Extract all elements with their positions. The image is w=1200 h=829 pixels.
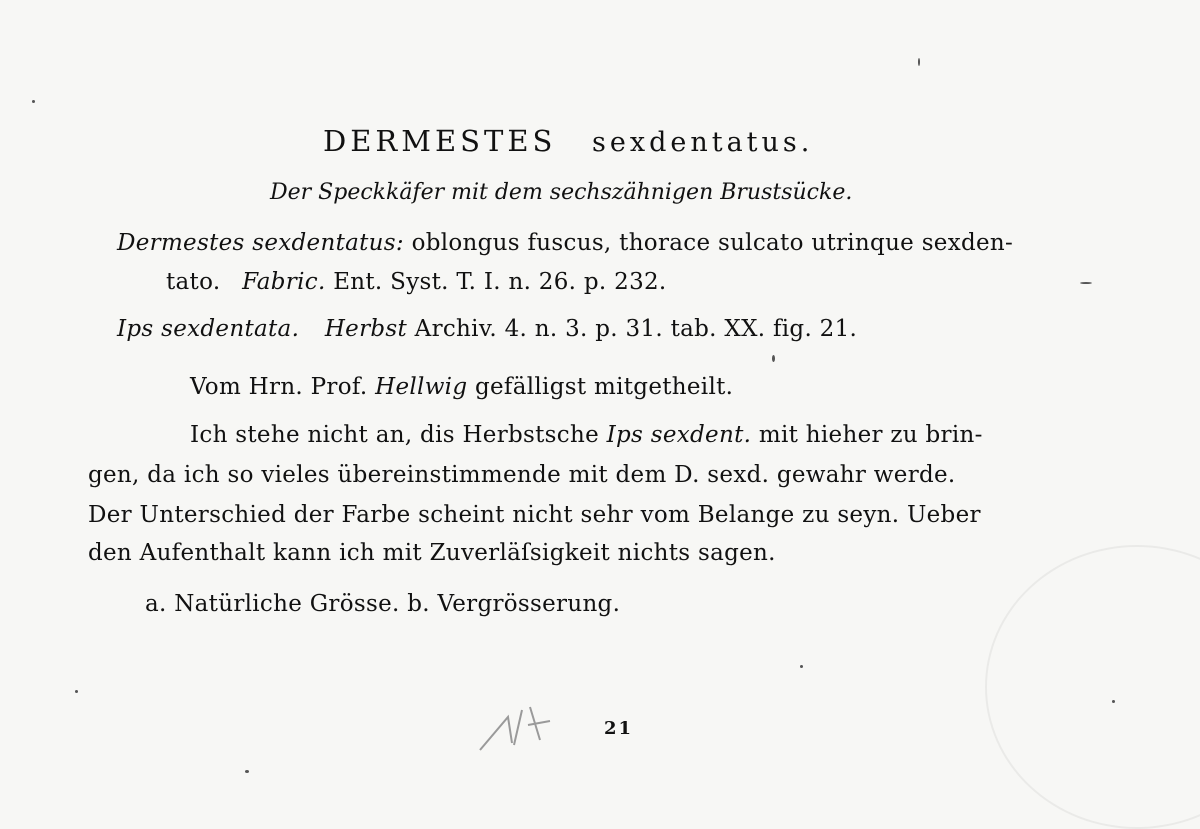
speck — [1080, 282, 1092, 284]
synonym-2-author: Herbst — [324, 316, 408, 342]
paragraph-line-1-a: Ich stehe nicht an, dis Herbstsche — [190, 422, 599, 448]
synonym-2-name: Ips sexdentata. — [117, 316, 300, 342]
paragraph-line-1 — [190, 424, 983, 447]
speck — [1112, 700, 1115, 703]
synonym-1-line-2 — [166, 271, 667, 294]
synonym-1-tato: tato. — [166, 269, 221, 295]
contribution-name: Hellwig — [375, 374, 468, 400]
synonym-1-description: oblongus fuscus, thorace sulcato utrinque sexden- — [411, 230, 1014, 256]
paragraph-line-2: gen, da ich so vieles übereinstimmende mit dem D. sexd. gewahr werde. — [88, 462, 956, 488]
synonym-1-name: Dermestes sexdentatus: — [117, 230, 404, 256]
title-species: sexdentatus. — [592, 127, 814, 158]
speck — [918, 58, 920, 66]
paragraph-line-3: Der Unterschied der Farbe scheint nicht sehr vom Belange zu seyn. Ueber — [88, 502, 981, 528]
synonym-1-line-1 — [117, 232, 1013, 255]
handwritten-annotation — [470, 695, 580, 765]
paragraph-line-4: den Aufenthalt kann ich mit Zuverläſsigkeit nichts sagen. — [88, 540, 776, 566]
contribution-prefix: Vom Hrn. Prof. — [190, 374, 368, 400]
synonym-1-author: Fabric. — [242, 269, 326, 295]
speck — [75, 690, 78, 693]
figure-caption: a. Natürliche Grösse. b. Vergrösserung. — [145, 591, 621, 617]
subtitle: Der Speckkäfer mit dem sechszähnigen Brustsücke. — [270, 180, 853, 205]
contribution-line — [190, 376, 733, 399]
synonym-1-reference: Ent. Syst. T. I. n. 26. p. 232. — [333, 269, 667, 295]
faint-stamp — [985, 545, 1200, 829]
synonym-2 — [117, 318, 857, 341]
synonym-2-reference: Archiv. 4. n. 3. p. 31. tab. XX. fig. 21. — [414, 316, 858, 342]
speck — [800, 665, 803, 668]
page-number: 21 — [604, 718, 634, 739]
contribution-suffix: gefälligst mitgetheilt. — [474, 374, 734, 400]
paragraph-line-1-b: mit hieher zu brin- — [758, 422, 983, 448]
speck — [245, 770, 249, 773]
speck — [772, 355, 775, 362]
speck — [32, 100, 35, 103]
paragraph-line-1-italic: Ips sexdent. — [606, 422, 752, 448]
title-genus: DERMESTES — [323, 124, 557, 158]
page-title — [323, 124, 814, 158]
